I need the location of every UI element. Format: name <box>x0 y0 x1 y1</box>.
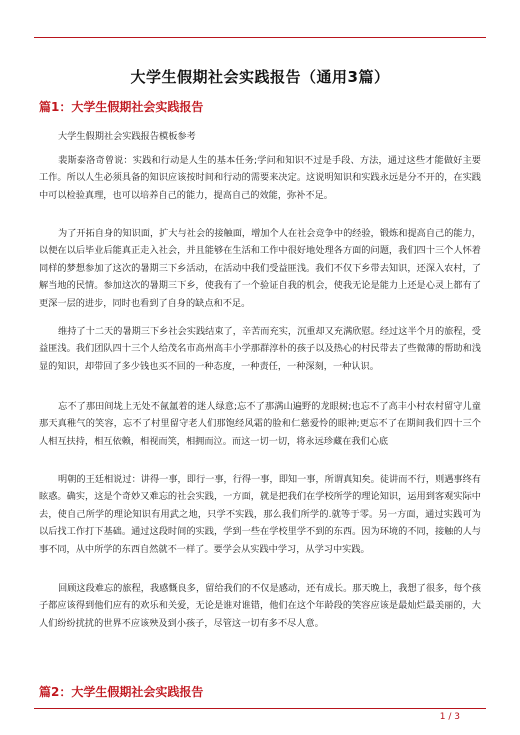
paragraph-5 <box>39 471 481 558</box>
paragraph-6 <box>39 580 481 632</box>
paragraph-text: 为了开拓自身的知识面，扩大与社会的接触面，增加个人在社会竞争中的经验，锻炼和提高自己的能力，以便在以后毕业后能真正走入社会，并且能够在生活和工作中很好地处理各方面的问题，我们四十三个人怀着同样的梦想参加了这次的暑期三下乡活动，在活动中我们受益匪浅。我们不仅下乡带去知识，还深入农村，了解当地的民情。参加这次的暑期三下乡，使我有了一个验证自我的机会，使我无论是能力上还是心灵上都有了更深一层的进步，同时也看到了自身的缺点和不足。 <box>39 228 481 309</box>
paragraph-text: 忘不了那田间垅上无处不氤氲着的迷人绿意;忘不了那满山遍野的龙眼树;也忘不了高丰小村农村留守儿童那天真稚气的笑容，忘不了村里留守老人们那饱经风霜的脸和仁慈爱怜的眼神;更忘不了在期间我们四十三个人相互扶持，相互依赖，相视而笑，相拥而泣。而这一切一切，将永远珍藏在我们心底 <box>39 401 481 447</box>
paragraph-text: 回顾这段难忘的旅程，我感慨良多，留给我们的不仅是感动，还有成长。那天晚上，我想了很多，每个孩子都应该得到他们应有的欢乐和关爱，无论是谁对谁错，他们在这个年龄段的笑容应该是最灿烂最美丽的，大人们纷纷扰扰的世界不应该殃及到小孩子，尽管这一切有多不尽人意。 <box>39 583 481 629</box>
paragraph-text: 明朝的王廷相说过：讲得一事，即行一事，行得一事，即知一事，所谓真知矣。徒讲而不行，则遇事终有眩惑。确实，这是个奇妙又难忘的社会实践，一方面，就是把我们在学校所学的理论知识，运用到客观实际中去，使自己所学的理论知识有用武之地，只学不实践，那么我们所学的.就等于零。另一方面，通过实践可为以后找工作打下基础。通过这段时间的实践，学到一些在学校里学不到的东西。因为环境的不同，接触的人与事不同，从中所学的东西自然就不一样了。要学会从实践中学习，从学习中实践。 <box>39 474 481 555</box>
footer-rule <box>34 708 486 709</box>
paragraph-1 <box>39 152 481 204</box>
paragraph-4 <box>39 398 481 450</box>
section-heading-2: 篇2：大学生假期社会实践报告 <box>39 685 204 699</box>
section-heading-1: 篇1：大学生假期社会实践报告 <box>39 100 204 114</box>
paragraph-text: 裴斯泰洛奇曾说：实践和行动是人生的基本任务;学问和知识不过是手段、方法，通过这些才能做好主要工作。所以人生必须具备的知识应该按时间和行动的需要来决定。这说明知识和实践永远是分不开的，在实践中可以检验真理，也可以培养自己的能力，提高自己的效能，弥补不足。 <box>39 155 481 201</box>
paragraph-2 <box>39 225 481 312</box>
paragraph-text: 维持了十二天的暑期三下乡社会实践结束了，辛苦而充实，沉重却又充满欣慰。经过这半个月的旅程，受益匪浅。我们团队四十三个人给茂名市高州高丰小学那群淳朴的孩子以及热心的村民带去了些微薄的帮助和浅显的知识，却带回了多少钱也买不回的一种态度，一种责任，一种深刻，一种认识。 <box>39 326 481 372</box>
header-rule <box>34 37 486 38</box>
section-subtitle: 大学生假期社会实践报告模板参考 <box>58 131 196 142</box>
page-title: 大学生假期社会实践报告（通用3篇） <box>130 68 390 86</box>
page-number: 1 / 3 <box>439 712 460 722</box>
paragraph-3 <box>39 323 481 375</box>
